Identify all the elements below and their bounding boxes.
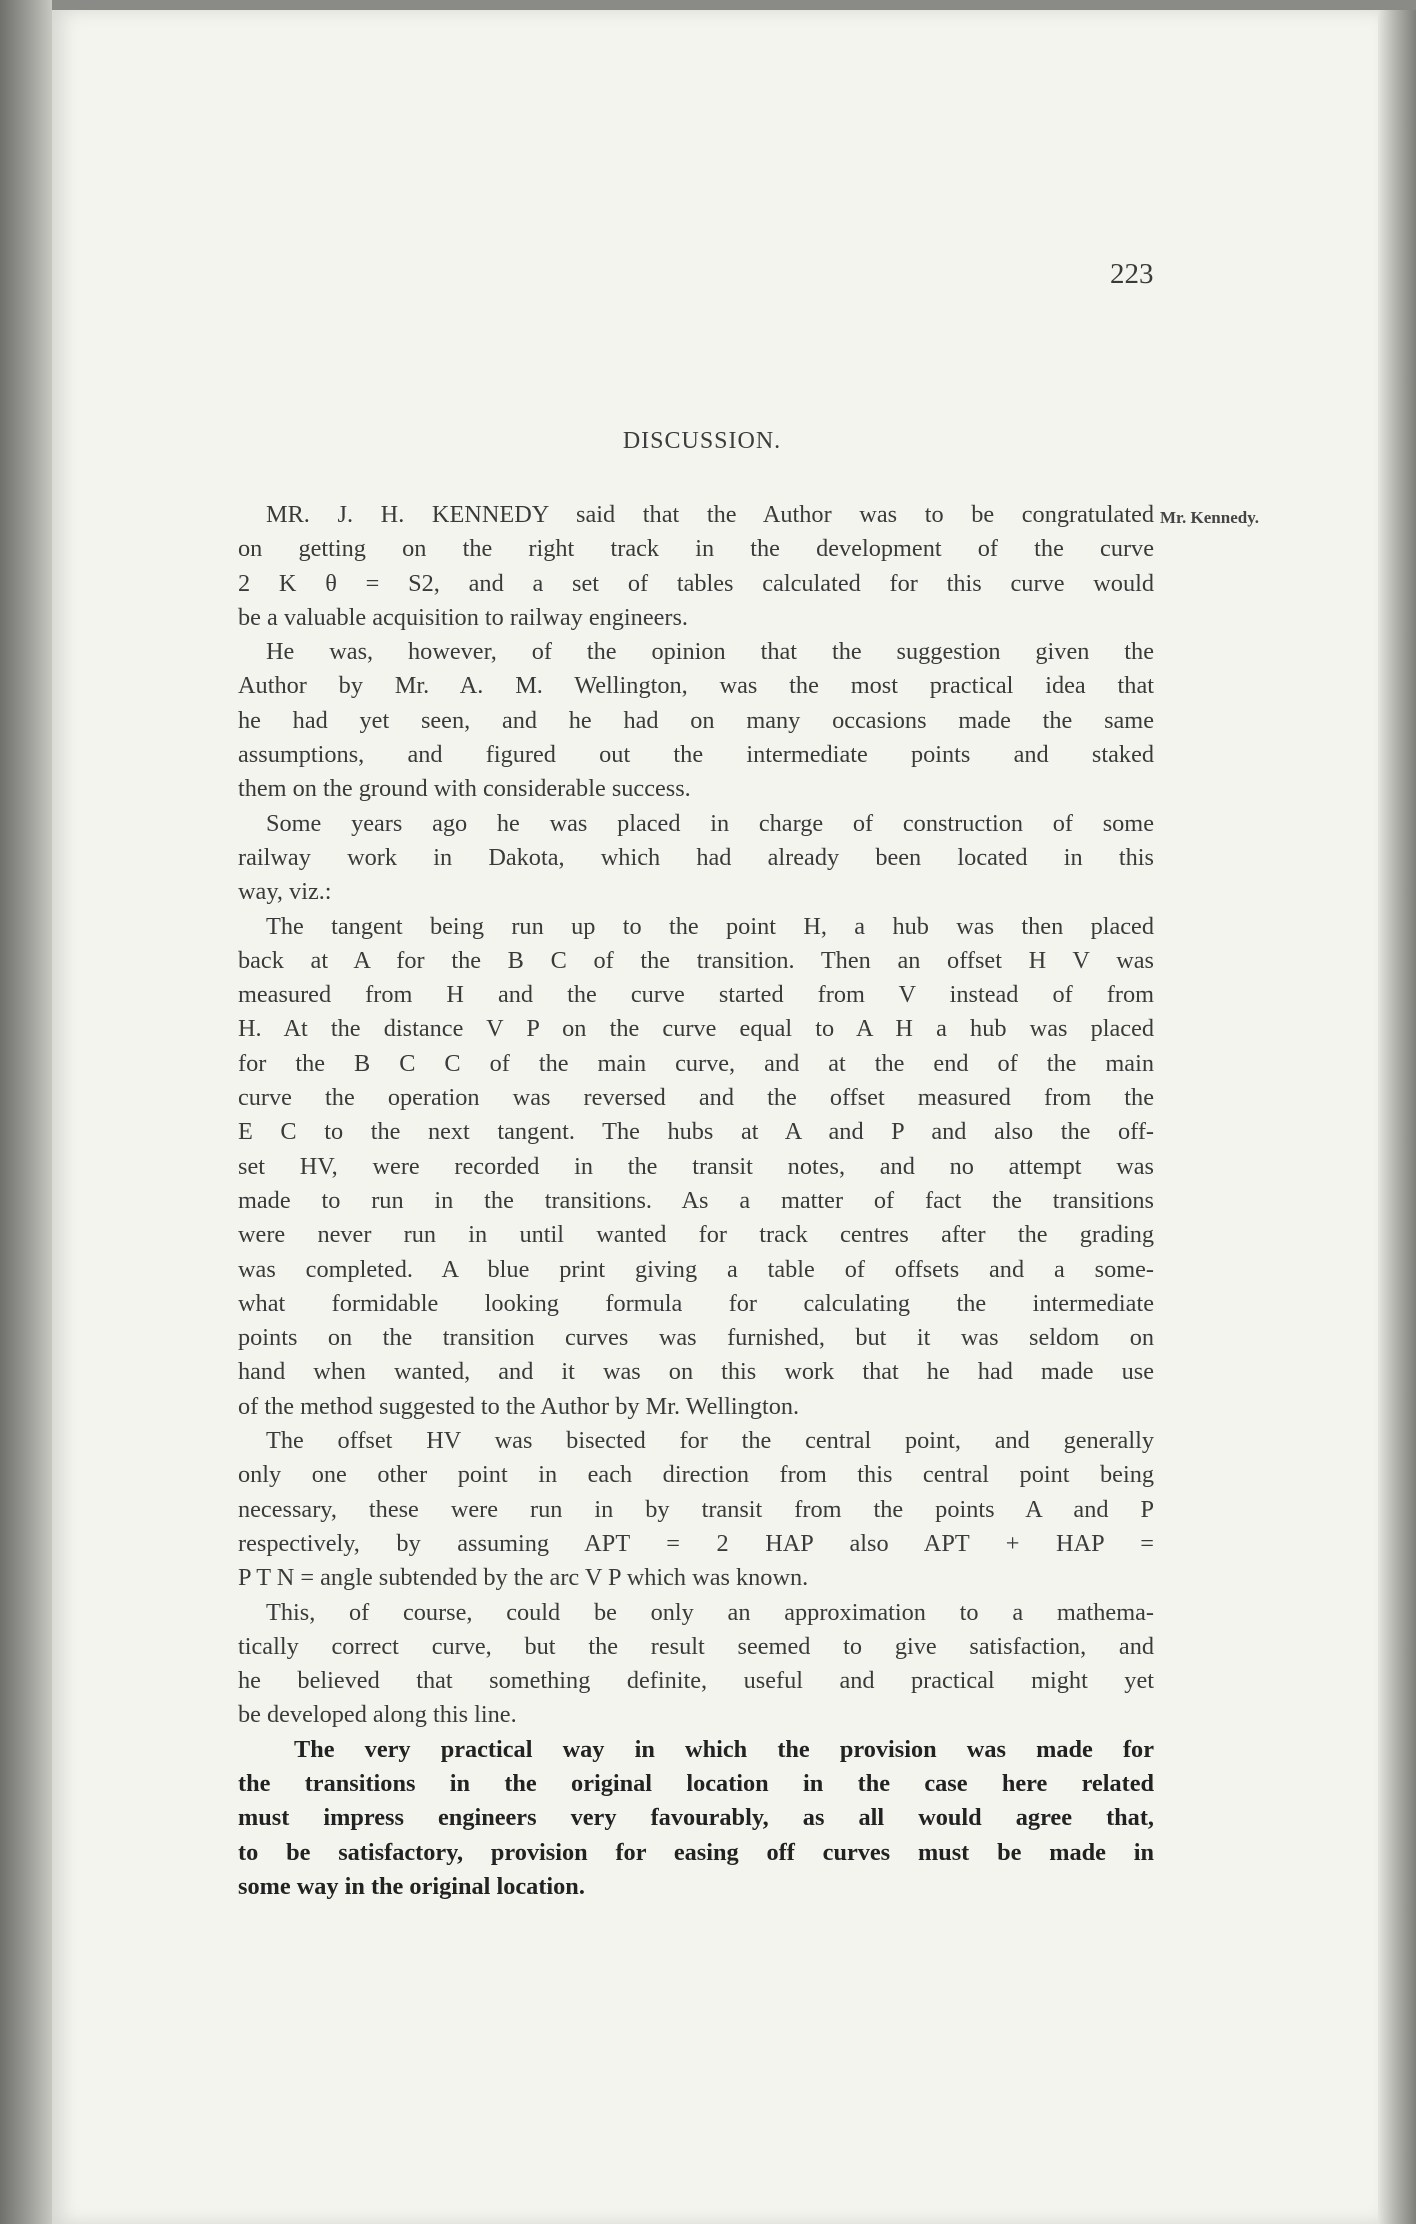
text-line: were never run in until wanted for track centres after the grading (238, 1221, 1154, 1249)
text-line: Author by Mr. A. M. Wellington, was the most practical idea that (238, 672, 1154, 700)
text-line: made to run in the transitions. As a matter of fact the transitions (238, 1186, 1154, 1214)
text-line: be a valuable acquisition to railway engineers. (238, 603, 689, 631)
section-heading: DISCUSSION. (622, 428, 782, 454)
text-line: hand when wanted, and it was on this work that he had made use (238, 1358, 1154, 1386)
page-number: 223 (1110, 258, 1154, 290)
discussion-body (238, 498, 1154, 1904)
text-line: respectively, by assuming APT = 2 HAP also APT + HAP = (238, 1529, 1154, 1557)
text-line: on getting on the right track in the development of the curve (238, 535, 1154, 563)
text-line: The tangent being run up to the point H, a hub was then placed (266, 912, 1154, 940)
text-line: MR. J. H. KENNEDY said that the Author was to be congratulated (266, 501, 1154, 528)
text-line: E C to the next tangent. The hubs at A and P and also the off- (238, 1118, 1154, 1146)
text-line: curve the operation was reversed and the offset measured from the (238, 1084, 1154, 1112)
scan-left-edge (0, 0, 52, 2224)
text-line: only one other point in each direction from this central point being (238, 1461, 1154, 1489)
text-line: points on the transition curves was furnished, but it was seldom on (238, 1324, 1154, 1352)
text-line: He was, however, of the opinion that the suggestion given the (266, 638, 1154, 666)
text-line: tically correct curve, but the result seemed to give satisfaction, and (238, 1632, 1154, 1660)
text-line: set HV, were recorded in the transit notes, and no attempt was (238, 1152, 1154, 1180)
text-line: must impress engineers very favourably, as all would agree that, (238, 1804, 1154, 1832)
text-line: railway work in Dakota, which had already been located in this (238, 843, 1154, 871)
text-line: way, viz.: (238, 878, 332, 906)
text-line: to be satisfactory, provision for easing off curves must be made in (238, 1838, 1154, 1866)
text-line: The offset HV was bisected for the central point, and generally (266, 1427, 1154, 1455)
text-line: them on the ground with considerable success. (238, 775, 691, 803)
text-line: the transitions in the original location in the case here related (238, 1769, 1154, 1797)
text-line: Some years ago he was placed in charge of construction of some (266, 809, 1154, 837)
text-line: necessary, these were run in by transit from the points A and P (238, 1495, 1154, 1523)
text-line: was completed. A blue print giving a table of offsets and a some- (238, 1255, 1154, 1283)
margin-note-speaker: Mr. Kennedy. (1160, 508, 1260, 527)
text-line: he believed that something definite, useful and practical might yet (238, 1667, 1154, 1695)
text-line: The very practical way in which the provision was made for (294, 1735, 1154, 1763)
text-line: 2 K θ = S2, and a set of tables calculated for this curve would (238, 569, 1154, 597)
text-line: assumptions, and figured out the intermediate points and staked (238, 741, 1154, 769)
text-line: This, of course, could be only an approximation to a mathema- (266, 1598, 1154, 1626)
text-line: he had yet seen, and he had on many occasions made the same (238, 706, 1154, 734)
text-line: be developed along this line. (238, 1701, 517, 1729)
text-line: of the method suggested to the Author by Mr. Wellington. (238, 1392, 800, 1420)
scan-right-edge (1378, 10, 1416, 2224)
text-line: what formidable looking formula for calculating the intermediate (238, 1289, 1154, 1317)
book-page (52, 10, 1378, 2224)
text-line: back at A for the B C of the transition. Then an offset H V was (238, 946, 1154, 974)
text-line: for the B C C of the main curve, and at the end of the main (238, 1049, 1154, 1077)
text-line: some way in the original location. (238, 1872, 585, 1900)
text-line: H. At the distance V P on the curve equal to A H a hub was placed (238, 1015, 1154, 1043)
text-line: P T N = angle subtended by the arc V P which was known. (238, 1564, 809, 1592)
text-line: measured from H and the curve started from V instead of from (238, 981, 1154, 1009)
